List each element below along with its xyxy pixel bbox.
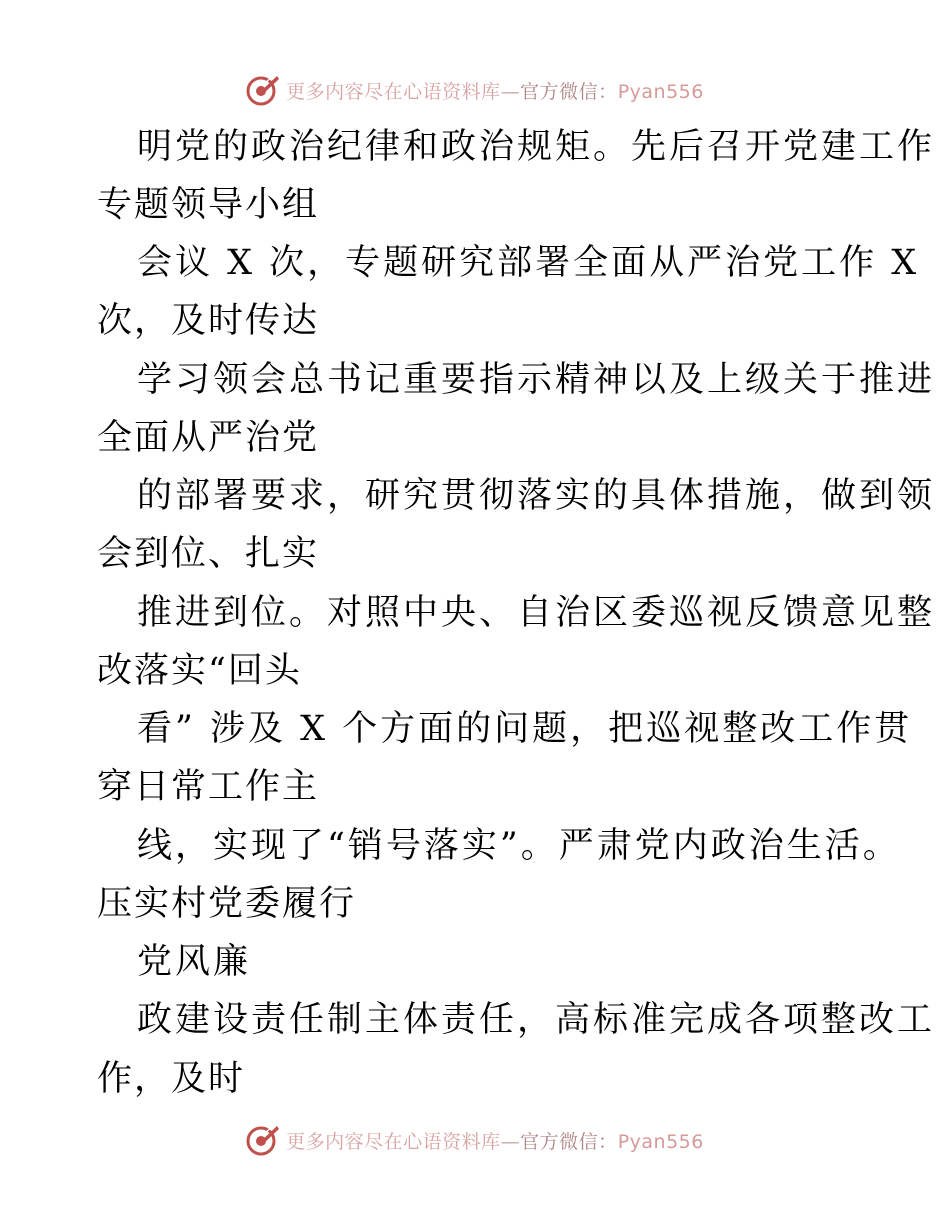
quill-logo-icon <box>246 1123 280 1157</box>
watermark-brand: 更多内容尽在心语资料库 <box>286 80 501 103</box>
body-line: 学习领会总书记重要指示精神以及上级关于推进 <box>137 360 936 400</box>
body-line: 线，实现了“销号落实”。严肃党内政治生活。 <box>137 826 901 866</box>
watermark-wechat-id: Pyan556 <box>617 80 704 103</box>
watermark-label: 官方微信： <box>520 80 618 103</box>
watermark-brand: 更多内容尽在心语资料库 <box>286 1130 501 1153</box>
body-line: 穿日常工作主 <box>97 767 320 807</box>
body-line: 专题领导小组 <box>97 185 320 225</box>
body-line: 压实村党委履行 <box>97 884 357 924</box>
watermark-wechat-id: Pyan556 <box>617 1130 704 1153</box>
body-line: 政建设责任制主体责任，高标准完成各项整改工 <box>137 1000 936 1040</box>
body-line: 看” 涉及 X 个方面的问题，把巡视整改工作贯 <box>137 709 913 749</box>
body-line: 明党的政治纪律和政治规矩。先后召开党建工作 <box>137 127 936 167</box>
body-line: 会到位、扎实 <box>97 534 320 574</box>
body-line: 次，及时传达 <box>97 301 320 341</box>
body-line: 的部署要求，研究贯彻落实的具体措施，做到领 <box>137 476 936 516</box>
watermark-text <box>286 1127 704 1154</box>
watermark-dash: — <box>500 1130 521 1153</box>
watermark-dash: — <box>500 80 521 103</box>
body-line: 全面从严治党 <box>97 418 320 458</box>
body-line: 推进到位。对照中央、自治区委巡视反馈意见整 <box>137 593 936 633</box>
body-line: 改落实“回头 <box>97 651 302 691</box>
body-line: 作，及时 <box>97 1059 246 1099</box>
body-line: 会议 X 次，专题研究部署全面从严治党工作 X <box>137 243 920 283</box>
watermark-label: 官方微信： <box>520 1130 618 1153</box>
body-line: 党风廉 <box>137 942 252 982</box>
footer-watermark <box>0 1120 950 1160</box>
